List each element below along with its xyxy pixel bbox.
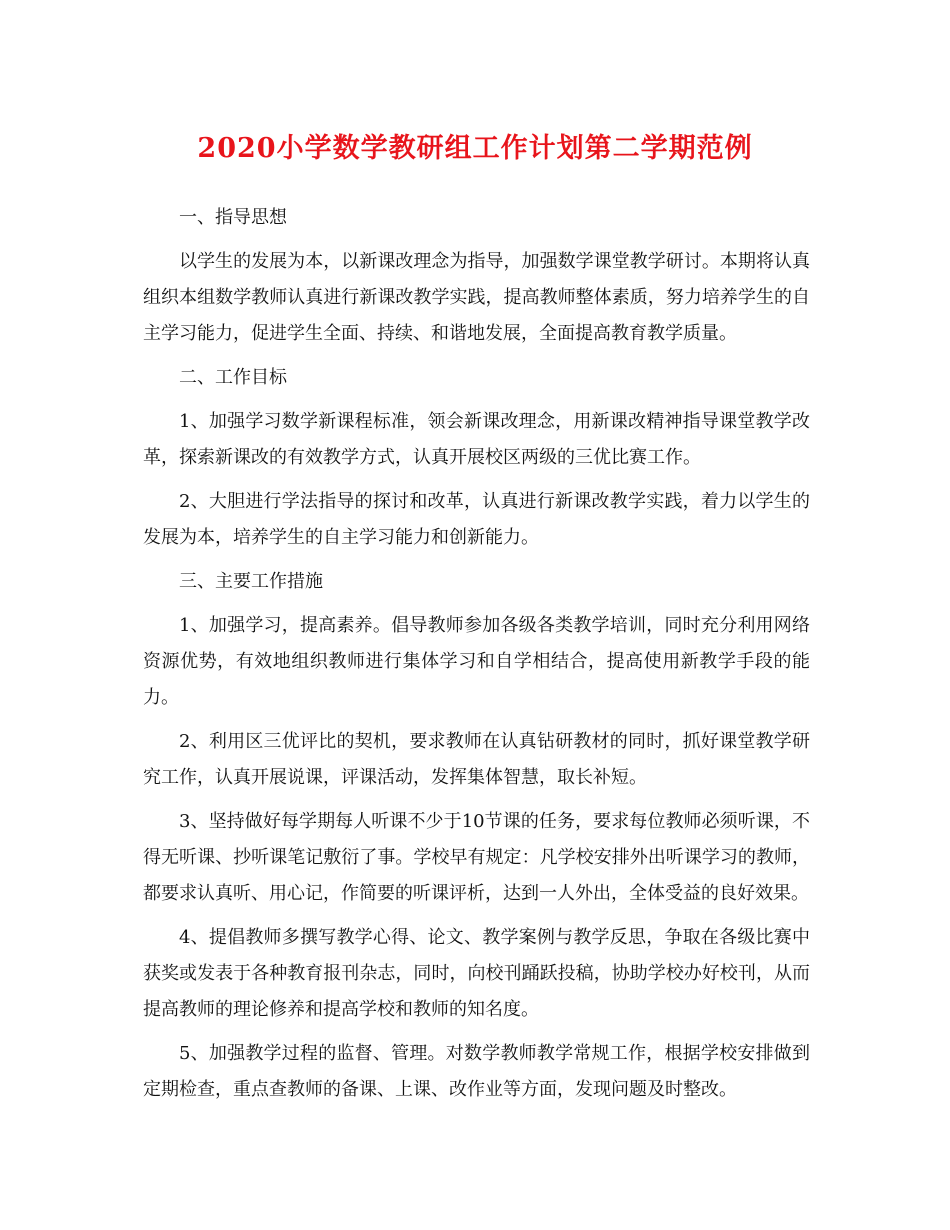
paragraph-goal-1: 1、加强学习数学新课程标准，领会新课改理念，用新课改精神指导课堂教学改革，探索新课改的有效教学方式，认真开展校区两级的三优比赛工作。 (143, 411, 810, 468)
paragraph-measure-3: 3、坚持做好每学期每人听课不少于10节课的任务，要求每位教师必须听课，不得无听课、抄听课笔记敷衍了事。学校早有规定：凡学校安排外出听课学习的教师，都要求认真听、用心记，作简要的听课评析，达到一人外出，全体受益的良好效果。 (143, 811, 810, 904)
paragraph-measure-1: 1、加强学习，提高素养。倡导教师参加各级各类教学培训，同时充分利用网络资源优势，有效地组织教师进行集体学习和自学相结合，提高使用新教学手段的能力。 (143, 615, 810, 708)
section-heading-work-goals: 二、工作目标 (179, 367, 287, 388)
paragraph-guiding-thought: 以学生的发展为本，以新课改理念为指导，加强数学课堂教学研讨。本期将认真组织本组数学教师认真进行新课改教学实践，提高教师整体素质，努力培养学生的自主学习能力，促进学生全面、持续、和谐地发展，全面提高教育教学质量。 (143, 251, 810, 344)
section-heading-main-measures: 三、主要工作措施 (179, 571, 323, 592)
paragraph-measure-2: 2、利用区三优评比的契机，要求教师在认真钻研教材的同时，抓好课堂教学研究工作，认真开展说课，评课活动，发挥集体智慧，取长补短。 (143, 731, 810, 788)
paragraph-goal-2: 2、大胆进行学法指导的探讨和改革，认真进行新课改教学实践，着力以学生的发展为本，培养学生的自主学习能力和创新能力。 (143, 491, 810, 548)
document-body (143, 200, 810, 1116)
paragraph-measure-5: 5、加强教学过程的监督、管理。对数学教师教学常规工作，根据学校安排做到定期检查，重点查教师的备课、上课、改作业等方面，发现问题及时整改。 (143, 1043, 810, 1100)
paragraph-measure-4: 4、提倡教师多撰写教学心得、论文、教学案例与教学反思，争取在各级比赛中获奖或发表于各种教育报刊杂志，同时，向校刊踊跃投稿，协助学校办好校刊，从而提高教师的理论修养和提高学校和教师的知名度。 (143, 927, 810, 1020)
section-heading-guiding-thought: 一、指导思想 (179, 207, 287, 228)
document-title: 2020小学数学教研组工作计划第二学期范例 (197, 133, 753, 164)
